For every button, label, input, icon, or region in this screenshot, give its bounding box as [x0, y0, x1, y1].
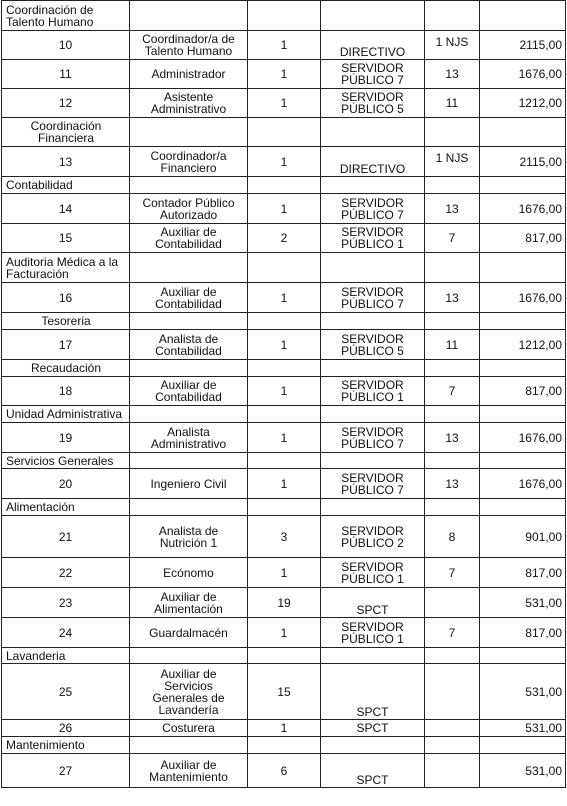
occupational-group-cell: DIRECTIVO	[321, 147, 425, 177]
job-title-cell: Auxiliar de Contabilidad	[130, 377, 248, 406]
empty-cell	[425, 1, 480, 31]
occupational-group-cell: SERVIDOR PÚBLICO 5	[321, 330, 425, 360]
grade-cell: 7	[425, 558, 480, 588]
quantity-cell: 1	[248, 194, 321, 224]
section-label: Auditoria Médica a la Facturación	[2, 253, 130, 283]
section-label: Alimentación	[2, 499, 130, 516]
empty-cell	[480, 648, 566, 664]
quantity-cell: 1	[248, 720, 321, 737]
salary-cell: 2115,00	[480, 31, 566, 60]
row-number: 15	[2, 224, 130, 253]
empty-cell	[321, 499, 425, 516]
empty-cell	[425, 406, 480, 423]
section-label: Recaudación	[2, 360, 130, 377]
empty-cell	[480, 177, 566, 194]
salary-cell: 531,00	[480, 588, 566, 618]
section-label: Contabilidad	[2, 177, 130, 194]
quantity-cell: 2	[248, 224, 321, 253]
empty-cell	[130, 313, 248, 330]
empty-cell	[248, 118, 321, 147]
section-label: Unidad Administrativa	[2, 406, 130, 423]
section-label: Coordinación Financiera	[2, 118, 130, 147]
grade-cell	[425, 588, 480, 618]
quantity-cell: 1	[248, 89, 321, 118]
section-row	[2, 118, 566, 147]
section-row	[2, 177, 566, 194]
salary-cell: 531,00	[480, 754, 566, 788]
row-number: 27	[2, 754, 130, 788]
row-number: 18	[2, 377, 130, 406]
position-row	[2, 720, 566, 737]
quantity-cell: 1	[248, 469, 321, 499]
job-title-cell: Analista de Nutrición 1	[130, 516, 248, 558]
occupational-group-cell: SERVIDOR PÚBLICO 1	[321, 377, 425, 406]
section-row	[2, 360, 566, 377]
grade-cell: 7	[425, 377, 480, 406]
job-title-cell: Asistente Administrativo	[130, 89, 248, 118]
grade-cell	[425, 664, 480, 720]
job-title-cell: Analista Administrativo	[130, 423, 248, 453]
occupational-group-cell: SPCT	[321, 664, 425, 720]
grade-cell: 7	[425, 224, 480, 253]
grade-cell	[425, 754, 480, 788]
grade-cell: 13	[425, 194, 480, 224]
job-title-cell: Coordinador/a Financiero	[130, 147, 248, 177]
occupational-group-cell: SERVIDOR PÚBLICO 1	[321, 558, 425, 588]
empty-cell	[425, 453, 480, 469]
quantity-cell: 1	[248, 423, 321, 453]
row-number: 20	[2, 469, 130, 499]
occupational-group-cell: SPCT	[321, 754, 425, 788]
empty-cell	[425, 177, 480, 194]
row-number: 23	[2, 588, 130, 618]
empty-cell	[130, 499, 248, 516]
occupational-group-cell: SERVIDOR PÚBLICO 7	[321, 60, 425, 89]
empty-cell	[130, 360, 248, 377]
quantity-cell: 1	[248, 60, 321, 89]
staff-table	[1, 0, 566, 788]
salary-cell: 1676,00	[480, 60, 566, 89]
section-label: Coordinación de Talento Humano	[2, 1, 130, 31]
quantity-cell: 1	[248, 31, 321, 60]
empty-cell	[321, 648, 425, 664]
empty-cell	[248, 406, 321, 423]
empty-cell	[480, 499, 566, 516]
empty-cell	[321, 406, 425, 423]
section-row	[2, 499, 566, 516]
row-number: 10	[2, 31, 130, 60]
empty-cell	[425, 499, 480, 516]
salary-cell: 817,00	[480, 224, 566, 253]
row-number: 11	[2, 60, 130, 89]
grade-cell: 1 NJS	[425, 31, 480, 60]
quantity-cell: 1	[248, 147, 321, 177]
empty-cell	[248, 253, 321, 283]
position-row	[2, 423, 566, 453]
job-title-cell: Auxiliar de Contabilidad	[130, 283, 248, 313]
empty-cell	[130, 118, 248, 147]
staff-table-body	[2, 1, 566, 788]
section-row	[2, 1, 566, 31]
job-title-cell: Analista de Contabilidad	[130, 330, 248, 360]
job-title-cell: Auxiliar de Mantenimiento	[130, 754, 248, 788]
occupational-group-cell: SERVIDOR PÚBLICO 7	[321, 423, 425, 453]
empty-cell	[480, 453, 566, 469]
salary-cell: 817,00	[480, 377, 566, 406]
empty-cell	[425, 118, 480, 147]
empty-cell	[425, 253, 480, 283]
salary-cell: 1676,00	[480, 283, 566, 313]
empty-cell	[321, 360, 425, 377]
occupational-group-cell: SERVIDOR PÚBLICO 1	[321, 618, 425, 648]
empty-cell	[425, 648, 480, 664]
salary-cell: 2115,00	[480, 147, 566, 177]
salary-cell: 1212,00	[480, 89, 566, 118]
quantity-cell: 1	[248, 377, 321, 406]
empty-cell	[480, 406, 566, 423]
quantity-cell: 1	[248, 330, 321, 360]
position-row	[2, 89, 566, 118]
row-number: 16	[2, 283, 130, 313]
empty-cell	[248, 313, 321, 330]
job-title-cell: Auxiliar de Contabilidad	[130, 224, 248, 253]
empty-cell	[321, 118, 425, 147]
quantity-cell: 15	[248, 664, 321, 720]
quantity-cell: 1	[248, 283, 321, 313]
quantity-cell: 1	[248, 618, 321, 648]
salary-cell: 531,00	[480, 664, 566, 720]
empty-cell	[480, 360, 566, 377]
empty-cell	[248, 360, 321, 377]
empty-cell	[321, 313, 425, 330]
position-row	[2, 558, 566, 588]
empty-cell	[248, 453, 321, 469]
empty-cell	[130, 737, 248, 754]
section-row	[2, 453, 566, 469]
quantity-cell: 1	[248, 558, 321, 588]
quantity-cell: 6	[248, 754, 321, 788]
occupational-group-cell: SERVIDOR PÚBLICO 2	[321, 516, 425, 558]
grade-cell: 11	[425, 330, 480, 360]
empty-cell	[130, 253, 248, 283]
salary-cell: 1676,00	[480, 194, 566, 224]
empty-cell	[425, 360, 480, 377]
section-label: Mantenimiento	[2, 737, 130, 754]
empty-cell	[248, 648, 321, 664]
empty-cell	[321, 177, 425, 194]
position-row	[2, 618, 566, 648]
empty-cell	[321, 737, 425, 754]
row-number: 22	[2, 558, 130, 588]
empty-cell	[248, 499, 321, 516]
salary-cell: 1676,00	[480, 423, 566, 453]
position-row	[2, 377, 566, 406]
position-row	[2, 664, 566, 720]
section-row	[2, 737, 566, 754]
section-label: Tesoreria	[2, 313, 130, 330]
occupational-group-cell: SERVIDOR PÚBLICO 1	[321, 224, 425, 253]
quantity-cell: 3	[248, 516, 321, 558]
occupational-group-cell: SERVIDOR PÚBLICO 5	[321, 89, 425, 118]
grade-cell: 11	[425, 89, 480, 118]
occupational-group-cell: SERVIDOR PÚBLICO 7	[321, 283, 425, 313]
position-row	[2, 588, 566, 618]
empty-cell	[130, 453, 248, 469]
empty-cell	[480, 1, 566, 31]
empty-cell	[248, 1, 321, 31]
empty-cell	[480, 313, 566, 330]
empty-cell	[480, 253, 566, 283]
job-title-cell: Contador Público Autorizado	[130, 194, 248, 224]
grade-cell: 13	[425, 283, 480, 313]
row-number: 26	[2, 720, 130, 737]
job-title-cell: Auxiliar de Alimentación	[130, 588, 248, 618]
job-title-cell: Ingeniero Civil	[130, 469, 248, 499]
row-number: 13	[2, 147, 130, 177]
occupational-group-cell: SERVIDOR PÚBLICO 7	[321, 469, 425, 499]
row-number: 25	[2, 664, 130, 720]
row-number: 12	[2, 89, 130, 118]
grade-cell: 1 NJS	[425, 147, 480, 177]
position-row	[2, 224, 566, 253]
grade-cell: 13	[425, 469, 480, 499]
empty-cell	[248, 177, 321, 194]
empty-cell	[321, 1, 425, 31]
job-title-cell: Coordinador/a de Talento Humano	[130, 31, 248, 60]
row-number: 24	[2, 618, 130, 648]
empty-cell	[130, 648, 248, 664]
position-row	[2, 754, 566, 788]
occupational-group-cell: SERVIDOR PÚBLICO 7	[321, 194, 425, 224]
empty-cell	[480, 737, 566, 754]
occupational-group-cell: SPCT	[321, 720, 425, 737]
row-number: 17	[2, 330, 130, 360]
position-row	[2, 31, 566, 60]
empty-cell	[130, 406, 248, 423]
position-row	[2, 283, 566, 313]
empty-cell	[130, 1, 248, 31]
quantity-cell: 19	[248, 588, 321, 618]
empty-cell	[425, 737, 480, 754]
grade-cell: 7	[425, 618, 480, 648]
job-title-cell: Costurera	[130, 720, 248, 737]
empty-cell	[425, 313, 480, 330]
row-number: 21	[2, 516, 130, 558]
occupational-group-cell: DIRECTIVO	[321, 31, 425, 60]
salary-cell: 901,00	[480, 516, 566, 558]
job-title-cell: Guardalmacén	[130, 618, 248, 648]
row-number: 19	[2, 423, 130, 453]
salary-cell: 1212,00	[480, 330, 566, 360]
position-row	[2, 469, 566, 499]
position-row	[2, 330, 566, 360]
job-title-cell: Administrador	[130, 60, 248, 89]
section-row	[2, 253, 566, 283]
empty-cell	[248, 737, 321, 754]
position-row	[2, 60, 566, 89]
empty-cell	[480, 118, 566, 147]
salary-cell: 1676,00	[480, 469, 566, 499]
section-row	[2, 313, 566, 330]
occupational-group-cell: SPCT	[321, 588, 425, 618]
salary-cell: 531,00	[480, 720, 566, 737]
grade-cell	[425, 720, 480, 737]
empty-cell	[321, 253, 425, 283]
section-label: Lavanderia	[2, 648, 130, 664]
salary-cell: 817,00	[480, 618, 566, 648]
job-title-cell: Ecónomo	[130, 558, 248, 588]
grade-cell: 8	[425, 516, 480, 558]
grade-cell: 13	[425, 423, 480, 453]
section-label: Servicios Generales	[2, 453, 130, 469]
empty-cell	[321, 453, 425, 469]
position-row	[2, 147, 566, 177]
row-number: 14	[2, 194, 130, 224]
position-row	[2, 516, 566, 558]
section-row	[2, 406, 566, 423]
grade-cell: 13	[425, 60, 480, 89]
position-row	[2, 194, 566, 224]
section-row	[2, 648, 566, 664]
empty-cell	[130, 177, 248, 194]
salary-cell: 817,00	[480, 558, 566, 588]
job-title-cell: Auxiliar de Servicios Generales de Lavandería	[130, 664, 248, 720]
